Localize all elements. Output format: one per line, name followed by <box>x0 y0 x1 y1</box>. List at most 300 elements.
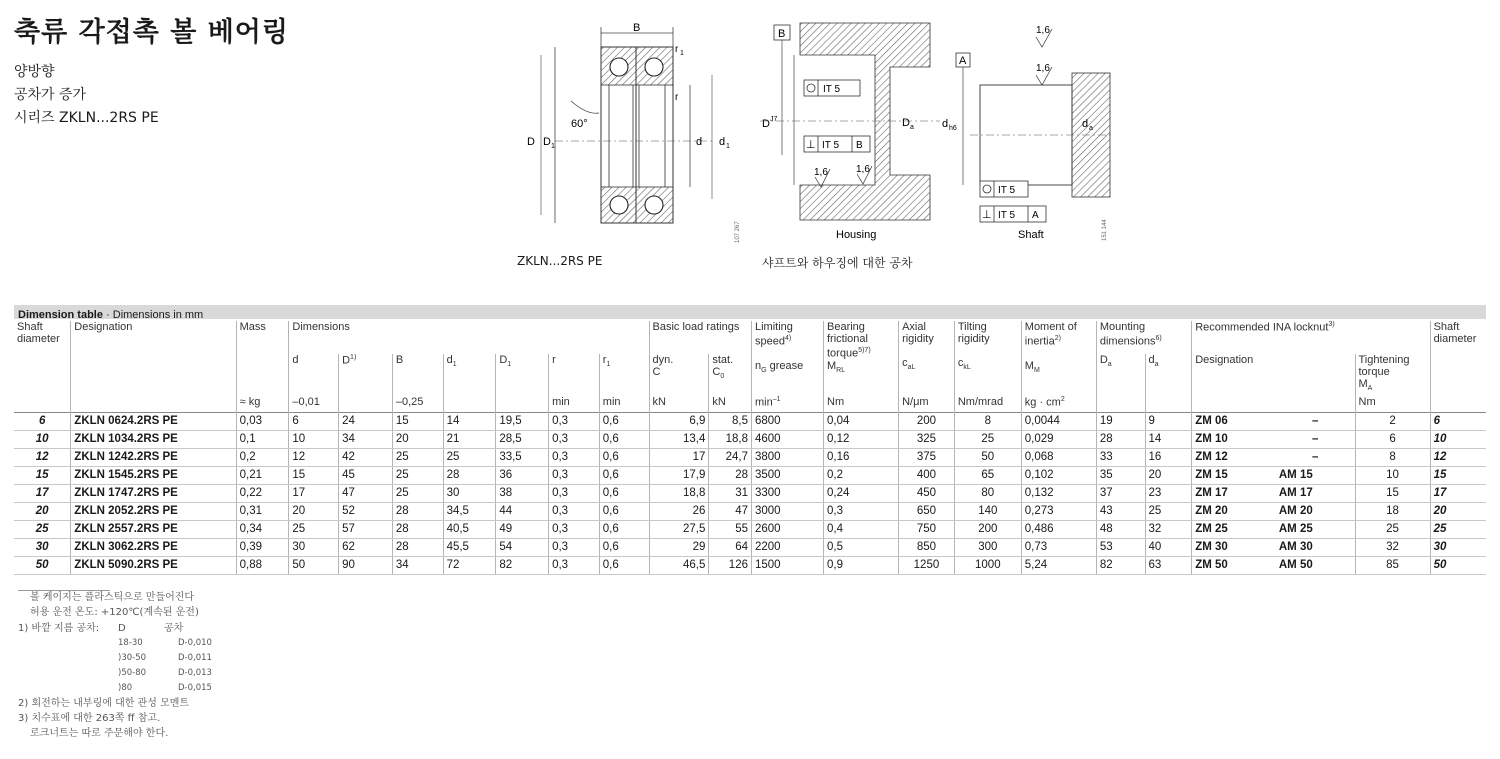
cell-r1: 0,6 <box>599 539 649 557</box>
table-row <box>14 521 1486 539</box>
cell-B: 28 <box>392 503 443 521</box>
cell-d: 17 <box>289 485 339 503</box>
cell-r: 0,3 <box>549 449 600 467</box>
cell-C0: 24,7 <box>709 449 752 467</box>
cell-d: 6 <box>289 413 339 431</box>
cell-desig: ZKLN 2557.2RS PE <box>71 521 236 539</box>
cell-caL: 450 <box>899 485 955 503</box>
dim-r-label: r <box>675 92 679 103</box>
housing-roundness-it5: IT 5 <box>823 84 841 95</box>
subtitle-line-3: 시리즈 ZKLN...2RS PE <box>14 110 159 126</box>
cell-MM: 0,029 <box>1021 431 1096 449</box>
cell-D1: 49 <box>496 521 549 539</box>
table-row <box>14 503 1486 521</box>
cell-shaft: 17 <box>1430 485 1486 503</box>
cell-alt: AM 30 <box>1276 539 1355 557</box>
cell-alt: AM 17 <box>1276 485 1355 503</box>
cell-mass: 0,2 <box>236 449 289 467</box>
unit-B: –0,25 <box>392 396 443 413</box>
cell-desig: ZKLN 0624.2RS PE <box>71 413 236 431</box>
unit-C: kN <box>649 396 709 413</box>
cell-r: 0,3 <box>549 485 600 503</box>
cell-mass: 0,88 <box>236 557 289 575</box>
table-row <box>14 539 1486 557</box>
ball-top-right <box>645 58 663 76</box>
th-frictional-torque: Bearing frictional torque$^{5)7)}$ $M_{RL}$ <box>824 321 899 396</box>
cell-d1: 34,5 <box>443 503 496 521</box>
cell-d: 50 <box>289 557 339 575</box>
cell-MA: 8 <box>1355 449 1430 467</box>
cell-B: 20 <box>392 431 443 449</box>
cell-ckL: 50 <box>954 449 1021 467</box>
cell-ckL: 80 <box>954 485 1021 503</box>
cell-Da: 82 <box>1096 557 1145 575</box>
cell-shaft: 6 <box>14 413 71 431</box>
cell-nut: ZM 15 <box>1192 467 1276 485</box>
cell-da: 40 <box>1145 539 1192 557</box>
unit-tilting: Nm/mrad <box>954 396 1021 413</box>
ball-top-left <box>610 58 628 76</box>
subtitle-line-2: 공차가 증가 <box>14 87 87 103</box>
cell-shaft: 10 <box>14 431 71 449</box>
housing-Da-sub: a <box>910 124 914 131</box>
cell-nG: 2200 <box>751 539 823 557</box>
shaft-label: Shaft <box>1018 229 1044 241</box>
cell-nut: ZM 20 <box>1192 503 1276 521</box>
cell-MM: 5,24 <box>1021 557 1096 575</box>
cell-desig: ZKLN 1242.2RS PE <box>71 449 236 467</box>
cell-da: 32 <box>1145 521 1192 539</box>
cell-D1: 44 <box>496 503 549 521</box>
housing-perp-symbol: ⊥ <box>806 138 816 151</box>
shaft-perp-symbol: ⊥ <box>982 208 992 221</box>
cell-D: 52 <box>339 503 393 521</box>
footnotes <box>18 590 238 742</box>
cell-MM: 0,102 <box>1021 467 1096 485</box>
cell-C: 46,5 <box>649 557 709 575</box>
cell-r1: 0,6 <box>599 467 649 485</box>
cell-r: 0,3 <box>549 413 600 431</box>
table-row <box>14 557 1486 575</box>
cell-alt: AM 50 <box>1276 557 1355 575</box>
cell-MA: 25 <box>1355 521 1430 539</box>
cell-desig: ZKLN 1034.2RS PE <box>71 431 236 449</box>
bearing-caption: ZKLN...2RS PE <box>517 254 603 268</box>
cell-shaft: 30 <box>1430 539 1486 557</box>
cell-shaft: 15 <box>14 467 71 485</box>
cell-shaft: 20 <box>14 503 71 521</box>
fits-drawing-code: 151 144 <box>1102 219 1108 241</box>
cell-d1: 25 <box>443 449 496 467</box>
cell-d: 20 <box>289 503 339 521</box>
cell-B: 34 <box>392 557 443 575</box>
cell-MA: 18 <box>1355 503 1430 521</box>
cell-r1: 0,6 <box>599 413 649 431</box>
cell-d: 10 <box>289 431 339 449</box>
cell-D: 57 <box>339 521 393 539</box>
th-recommended-locknut: Recommended INA locknut$^{3)}$ <box>1192 321 1430 354</box>
shaft-roughness-2: 1,6 <box>1036 63 1050 74</box>
cell-MM: 0,486 <box>1021 521 1096 539</box>
cell-mass: 0,21 <box>236 467 289 485</box>
drawing-code: 107 267 <box>735 221 741 243</box>
cell-ckL: 140 <box>954 503 1021 521</box>
cell-desig: ZKLN 5090.2RS PE <box>71 557 236 575</box>
ball-bottom-right <box>645 196 663 214</box>
cell-ckL: 8 <box>954 413 1021 431</box>
cell-MRL: 0,9 <box>824 557 899 575</box>
cell-ckL: 1000 <box>954 557 1021 575</box>
cell-shaft: 12 <box>14 449 71 467</box>
cell-D: 90 <box>339 557 393 575</box>
cell-da: 16 <box>1145 449 1192 467</box>
cell-Da: 28 <box>1096 431 1145 449</box>
cell-D1: 54 <box>496 539 549 557</box>
cell-C0: 8,5 <box>709 413 752 431</box>
cell-Da: 48 <box>1096 521 1145 539</box>
cell-MRL: 0,16 <box>824 449 899 467</box>
cell-nG: 1500 <box>751 557 823 575</box>
table-row <box>14 413 1486 431</box>
cell-da: 14 <box>1145 431 1192 449</box>
cell-desig: ZKLN 3062.2RS PE <box>71 539 236 557</box>
dim-d1-sub: 1 <box>726 143 730 150</box>
cell-C: 18,8 <box>649 485 709 503</box>
cell-nut: ZM 06 <box>1192 413 1276 431</box>
shaft-perp-it5: IT 5 <box>998 210 1016 221</box>
cell-d: 30 <box>289 539 339 557</box>
cell-mass: 0,22 <box>236 485 289 503</box>
cell-alt: AM 25 <box>1276 521 1355 539</box>
cell-ckL: 300 <box>954 539 1021 557</box>
note-1: 1) 바깥 지름 공차: <box>18 622 100 634</box>
cell-caL: 375 <box>899 449 955 467</box>
th-D: $D^{1)}$ <box>339 354 393 396</box>
dim-d-label: d <box>696 136 703 148</box>
cell-B: 28 <box>392 539 443 557</box>
cell-D: 45 <box>339 467 393 485</box>
cell-mass: 0,39 <box>236 539 289 557</box>
datum-A-box: A <box>959 55 967 67</box>
unit-d: –0,01 <box>289 396 339 413</box>
th-locknut-designation: Designation <box>1192 354 1355 396</box>
th-r: r <box>549 354 600 396</box>
cell-MRL: 0,5 <box>824 539 899 557</box>
cell-C: 13,4 <box>649 431 709 449</box>
dim-r1-sub: 1 <box>680 50 684 57</box>
cell-d: 25 <box>289 521 339 539</box>
table-subtitle: · Dimensions in mm <box>102 309 204 321</box>
note-cage: 볼 케이지는 플라스틱으로 만들어진다 <box>30 592 195 603</box>
th-limiting-speed: Limiting speed$^{4)}$ $n_G$ grease <box>751 321 823 396</box>
cell-MM: 0,132 <box>1021 485 1096 503</box>
ball-bottom-left <box>610 196 628 214</box>
cell-d1: 21 <box>443 431 496 449</box>
cell-nut: ZM 50 <box>1192 557 1276 575</box>
housing-roughness-1: 1,6 <box>814 167 828 178</box>
cell-caL: 400 <box>899 467 955 485</box>
cell-nG: 3800 <box>751 449 823 467</box>
th-dyn-C: dyn. C <box>649 354 709 396</box>
cell-caL: 1250 <box>899 557 955 575</box>
cell-MM: 0,73 <box>1021 539 1096 557</box>
cell-nut: ZM 30 <box>1192 539 1276 557</box>
cell-Da: 53 <box>1096 539 1145 557</box>
housing-Da-label: D <box>902 117 910 129</box>
housing-roughness-2: 1,6 <box>856 164 870 175</box>
housing-label: Housing <box>836 229 877 241</box>
cell-nG: 6800 <box>751 413 823 431</box>
cell-shaft: 50 <box>1430 557 1486 575</box>
cell-MM: 0,273 <box>1021 503 1096 521</box>
cell-alt: – <box>1276 431 1355 449</box>
cell-desig: ZKLN 2052.2RS PE <box>71 503 236 521</box>
unit-mass: ≈ kg <box>236 396 289 413</box>
th-tightening-torque: Tightening torque $M_A$ <box>1355 354 1430 396</box>
cell-C: 29 <box>649 539 709 557</box>
cell-d1: 45,5 <box>443 539 496 557</box>
cell-D: 47 <box>339 485 393 503</box>
cell-desig: ZKLN 1747.2RS PE <box>71 485 236 503</box>
cell-shaft: 25 <box>14 521 71 539</box>
cell-nut: ZM 12 <box>1192 449 1276 467</box>
bearing-section-drawing <box>515 15 750 250</box>
th-stat-C0: stat. $C_0$ <box>709 354 752 396</box>
cell-alt: AM 15 <box>1276 467 1355 485</box>
unit-C0: kN <box>709 396 752 413</box>
cell-ckL: 200 <box>954 521 1021 539</box>
cell-C0: 64 <box>709 539 752 557</box>
cell-d1: 40,5 <box>443 521 496 539</box>
cell-caL: 750 <box>899 521 955 539</box>
cell-d1: 72 <box>443 557 496 575</box>
page-title: 축류 각접촉 볼 베어링 <box>14 17 289 48</box>
cell-caL: 200 <box>899 413 955 431</box>
cell-r1: 0,6 <box>599 449 649 467</box>
cell-C: 27,5 <box>649 521 709 539</box>
table-row <box>14 485 1486 503</box>
cell-C: 17 <box>649 449 709 467</box>
cell-B: 15 <box>392 413 443 431</box>
shaft-perp-datum: A <box>1032 210 1039 221</box>
cell-D: 24 <box>339 413 393 431</box>
cell-C0: 31 <box>709 485 752 503</box>
housing-perp-it5: IT 5 <box>822 140 840 151</box>
cell-d1: 28 <box>443 467 496 485</box>
dim-B-label: B <box>633 22 641 34</box>
housing-perp-datum: B <box>856 140 863 151</box>
th-designation: Designation <box>71 321 236 413</box>
cell-shaft: 15 <box>1430 467 1486 485</box>
cell-C: 17,9 <box>649 467 709 485</box>
datum-B-box: B <box>778 28 786 40</box>
cell-caL: 325 <box>899 431 955 449</box>
cell-r: 0,3 <box>549 539 600 557</box>
cell-caL: 650 <box>899 503 955 521</box>
th-shaft-diameter-right: Shaft diameter <box>1430 321 1486 413</box>
th-tilting-rigidity: Tilting rigidity $c_{kL}$ <box>954 321 1021 396</box>
cell-nG: 3500 <box>751 467 823 485</box>
shaft-da-label: d <box>1082 118 1089 130</box>
cell-B: 28 <box>392 521 443 539</box>
cell-shaft: 20 <box>1430 503 1486 521</box>
th-moment-of-inertia: Moment of inertia$^{2)}$ $M_M$ <box>1021 321 1096 396</box>
th-B: B <box>392 354 443 396</box>
cell-C: 6,9 <box>649 413 709 431</box>
dimension-table <box>14 321 1486 575</box>
shaft-da-sub: a <box>1089 125 1093 132</box>
note-1-head-D: D <box>118 622 126 634</box>
th-shaft-diameter: Shaft diameter <box>17 321 60 345</box>
cell-nut: ZM 25 <box>1192 521 1276 539</box>
th-mass: Mass <box>236 321 289 396</box>
dim-r1-label: r <box>675 44 679 55</box>
cell-caL: 850 <box>899 539 955 557</box>
fits-caption: 샤프트와 하우징에 대한 공차 <box>762 256 913 270</box>
cell-nG: 4600 <box>751 431 823 449</box>
cell-r: 0,3 <box>549 467 600 485</box>
cell-C0: 47 <box>709 503 752 521</box>
cell-D1: 82 <box>496 557 549 575</box>
cell-ckL: 65 <box>954 467 1021 485</box>
contact-angle-label: 60° <box>571 118 588 130</box>
th-basic-load-ratings: Basic load ratings <box>649 321 751 354</box>
housing-shaft-tolerance-drawing <box>760 15 1115 250</box>
cell-MRL: 0,4 <box>824 521 899 539</box>
th-d: d <box>289 354 339 396</box>
unit-tightening: Nm <box>1355 396 1430 413</box>
unit-r: min <box>549 396 600 413</box>
cell-shaft: 10 <box>1430 431 1486 449</box>
cell-da: 25 <box>1145 503 1192 521</box>
cell-MA: 2 <box>1355 413 1430 431</box>
cell-mass: 0,34 <box>236 521 289 539</box>
shaft-roughness-1: 1,6 <box>1036 25 1050 36</box>
cell-MM: 0,068 <box>1021 449 1096 467</box>
note-4: 로크너트는 따로 주문해야 한다. <box>30 728 169 740</box>
cell-C0: 18,8 <box>709 431 752 449</box>
table-row <box>14 431 1486 449</box>
cell-MA: 6 <box>1355 431 1430 449</box>
dim-D1-sub: 1 <box>551 143 555 150</box>
table-title-band <box>14 305 1486 319</box>
cell-mass: 0,31 <box>236 503 289 521</box>
cell-shaft: 25 <box>1430 521 1486 539</box>
dim-D-label: D <box>527 136 535 148</box>
shaft-dh6-label: d <box>942 118 949 130</box>
cell-nut: ZM 17 <box>1192 485 1276 503</box>
cell-MRL: 0,04 <box>824 413 899 431</box>
cell-ckL: 25 <box>954 431 1021 449</box>
th-mounting-dimensions: Mounting dimensions$^{6)}$ <box>1096 321 1191 354</box>
unit-torque: Nm <box>824 396 899 413</box>
note-temperature: 허용 운전 온도: +120℃(계속된 운전) <box>30 607 199 619</box>
cell-B: 25 <box>392 449 443 467</box>
cell-D: 62 <box>339 539 393 557</box>
cell-D1: 19,5 <box>496 413 549 431</box>
cell-r1: 0,6 <box>599 503 649 521</box>
cell-da: 9 <box>1145 413 1192 431</box>
cell-d: 12 <box>289 449 339 467</box>
tolerance-table: 18-30 D-0,010 )30-50 D-0,011 )50-80 D-0,013 )80 D-0,015 <box>118 637 212 693</box>
th-dimensions: Dimensions <box>289 321 649 354</box>
unit-axial: N/μm <box>899 396 955 413</box>
cell-d1: 14 <box>443 413 496 431</box>
subtitle-line-1: 양방향 <box>14 64 55 80</box>
shaft-roundness-it5: IT 5 <box>998 185 1016 196</box>
cell-alt: AM 20 <box>1276 503 1355 521</box>
cell-MA: 10 <box>1355 467 1430 485</box>
table-title: Dimension table <box>18 309 103 321</box>
cell-C: 26 <box>649 503 709 521</box>
cell-mass: 0,1 <box>236 431 289 449</box>
cell-da: 20 <box>1145 467 1192 485</box>
cell-D1: 33,5 <box>496 449 549 467</box>
cell-r1: 0,6 <box>599 485 649 503</box>
cell-mass: 0,03 <box>236 413 289 431</box>
th-axial-rigidity: Axial rigidity $c_{aL}$ <box>899 321 955 396</box>
dim-d1-label: d <box>719 136 726 148</box>
cell-shaft: 50 <box>14 557 71 575</box>
cell-D: 42 <box>339 449 393 467</box>
cell-r: 0,3 <box>549 557 600 575</box>
cell-Da: 33 <box>1096 449 1145 467</box>
cell-shaft: 17 <box>14 485 71 503</box>
cell-alt: – <box>1276 449 1355 467</box>
table-row <box>14 449 1486 467</box>
cell-nG: 3300 <box>751 485 823 503</box>
cell-shaft: 12 <box>1430 449 1486 467</box>
cell-Da: 43 <box>1096 503 1145 521</box>
th-da: $d_a$ <box>1145 354 1192 396</box>
cell-nG: 2600 <box>751 521 823 539</box>
cell-D1: 28,5 <box>496 431 549 449</box>
note-1-head-tol: 공차 <box>164 622 184 634</box>
cell-r1: 0,6 <box>599 431 649 449</box>
cell-MA: 85 <box>1355 557 1430 575</box>
cell-D: 34 <box>339 431 393 449</box>
dim-D1-label: D <box>543 136 551 148</box>
housing-J7-sup: J7 <box>770 116 778 123</box>
cell-shaft: 30 <box>14 539 71 557</box>
cell-MA: 32 <box>1355 539 1430 557</box>
cell-MM: 0,0044 <box>1021 413 1096 431</box>
cell-r1: 0,6 <box>599 557 649 575</box>
cell-shaft: 6 <box>1430 413 1486 431</box>
cell-D1: 36 <box>496 467 549 485</box>
cell-da: 23 <box>1145 485 1192 503</box>
cell-MA: 15 <box>1355 485 1430 503</box>
cell-MRL: 0,12 <box>824 431 899 449</box>
note-3: 3) 치수표에 대한 263쪽 ff 참고. <box>18 713 161 725</box>
th-D1: $D_1$ <box>496 354 549 396</box>
cell-r1: 0,6 <box>599 521 649 539</box>
unit-moment: kg · $cm^2$ <box>1021 396 1096 413</box>
cell-r: 0,3 <box>549 503 600 521</box>
cell-d: 15 <box>289 467 339 485</box>
cell-C0: 126 <box>709 557 752 575</box>
cell-nut: ZM 10 <box>1192 431 1276 449</box>
note-2: 2) 회전하는 내부링에 대한 관성 모멘트 <box>18 697 190 709</box>
shaft-h6-sub: h6 <box>949 125 957 132</box>
cell-Da: 37 <box>1096 485 1145 503</box>
cell-D1: 38 <box>496 485 549 503</box>
cell-r: 0,3 <box>549 431 600 449</box>
cell-nG: 3000 <box>751 503 823 521</box>
th-r1: $r_1$ <box>599 354 649 396</box>
cell-da: 63 <box>1145 557 1192 575</box>
cell-Da: 35 <box>1096 467 1145 485</box>
